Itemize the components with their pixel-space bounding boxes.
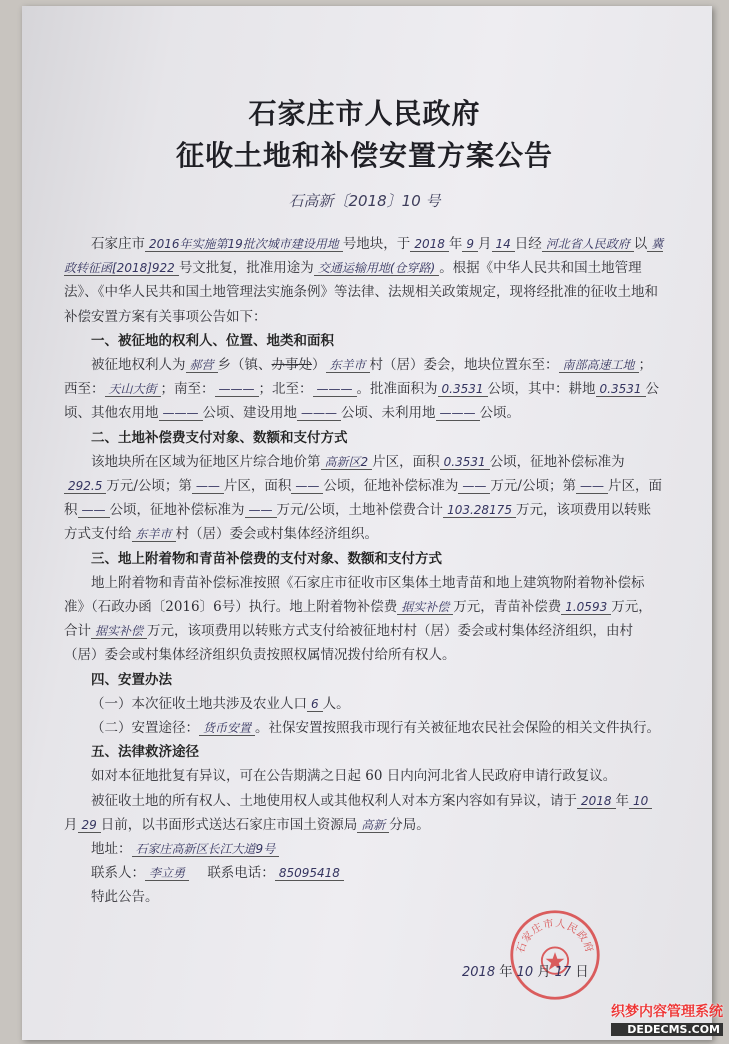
resettlement-way-field: 货币安置	[199, 721, 255, 736]
text: 万元/公顷；第	[106, 478, 192, 495]
deadline-day-field: 29	[78, 818, 101, 833]
attachment-fee-field: 据实补偿	[397, 600, 453, 615]
approval-year-field: 2018	[410, 237, 449, 252]
township-field: 郝营	[186, 358, 218, 373]
date-year: 2018	[462, 965, 496, 980]
text: 万元，该项费用以转账方式支付给	[64, 502, 651, 543]
text: 。根据《中华人民共和国土地管理法》、《中华人民共和国土地管理法实施条例》等法律、法规相关政策规定，现将经批准的征收土地和补偿安置方案有关事项公告如下：	[64, 260, 658, 325]
text: 片区，面积	[64, 478, 662, 519]
north-boundary-field: ———	[313, 382, 357, 397]
text: ；南至：	[160, 381, 215, 398]
land-use-field: 交通运输用地(仓穿路)	[314, 261, 439, 276]
section-5-line-1: 如对本征地批复有异议，可在公告期满之日起 60 日内向河北省人民政府申请行政复议。	[91, 768, 617, 785]
struck-text: 办事处	[271, 357, 313, 374]
other-agri-area-field: ———	[159, 406, 203, 421]
address-line	[64, 837, 664, 861]
zone-2-field: ——	[192, 479, 224, 494]
text: 号地块，于	[342, 236, 411, 252]
text: 月	[478, 236, 492, 252]
address-label: 地址：	[91, 841, 132, 858]
text: ；西至：	[64, 357, 653, 398]
text: 公顷、建设用地	[202, 405, 297, 422]
watermark-domain: DEDECMS.COM	[611, 1023, 723, 1036]
text: 号文批复，批准用途为	[178, 260, 314, 277]
text: 日	[575, 964, 589, 980]
text: 片区，面积	[372, 453, 440, 470]
deadline-year-field: 2018	[577, 794, 616, 809]
site-watermark	[611, 1001, 723, 1036]
approval-month-field: 9	[462, 237, 478, 252]
phone-field: 85095418	[275, 866, 344, 881]
text: 月	[64, 816, 78, 833]
text: （二）安置途径：	[91, 720, 199, 737]
section-1-heading: 一、被征地的权利人、位置、地类和面积	[91, 332, 334, 349]
population-field: 6	[307, 697, 323, 712]
text: 万元，该项费用以转账方式支付给被征地村村（居）委会或村集体经济组织，由村（居）委会或村集体经济组织负责按照权属情况拨付给所有权人。	[64, 623, 634, 664]
date-day: 17	[554, 965, 572, 980]
text: 。批准面积为	[356, 381, 438, 398]
notice-body	[64, 232, 664, 910]
watermark-title: 织梦内容管理系统	[611, 1004, 723, 1020]
east-boundary-field: 南部高速工地	[559, 358, 639, 373]
batch-field: 2016年实施第19批次城市建设用地	[145, 237, 343, 252]
text: 年	[499, 964, 513, 980]
intro-paragraph	[64, 232, 664, 329]
zone-2-standard-field: ——	[458, 479, 490, 494]
text: 村（居）委会或村集体经济组织。	[175, 526, 379, 543]
text: 石家庄市	[91, 236, 145, 252]
text: 公顷、其他农用地	[64, 381, 660, 422]
section-4-line-2	[64, 716, 664, 740]
address-field: 石家庄高新区长江大道9号	[132, 842, 280, 857]
zone-3-standard-field: ——	[245, 503, 277, 518]
construction-area-field: ———	[297, 406, 341, 421]
zone-field: 高新区2	[321, 455, 373, 470]
text: 公顷，征地补偿标准为	[323, 478, 459, 495]
text: 万元，合计	[64, 599, 652, 640]
text: 乡（镇、	[217, 357, 272, 374]
text: 公顷。	[479, 405, 520, 422]
contact-line	[64, 861, 664, 885]
phone-label: 联系电话：	[207, 865, 275, 882]
text: 分局。	[389, 816, 430, 833]
section-2-heading: 二、土地补偿费支付对象、数额和支付方式	[91, 429, 348, 446]
south-boundary-field: ———	[215, 382, 259, 397]
section-5-line-2	[64, 789, 664, 837]
text: 被征地权利人为	[91, 357, 186, 374]
official-seal	[508, 908, 602, 1002]
branch-field: 高新	[357, 818, 389, 833]
text: 。社保安置按照我市现行有关被征地农民社会保险的相关文件执行。	[255, 720, 661, 737]
text: 日经	[514, 236, 542, 252]
crop-fee-field: 1.0593	[561, 600, 611, 615]
cultivated-area-field: 0.3531	[596, 382, 646, 397]
text: 万元/公顷；第	[490, 478, 576, 495]
text: （一）本次征收土地共涉及农业人口	[91, 695, 307, 712]
text: 万元/公顷，土地补偿费合计	[276, 502, 444, 519]
text: 日前，以书面形式送达石家庄市国土资源局	[100, 816, 358, 833]
compensation-standard-field: 292.5	[64, 479, 106, 494]
text: ；北至：	[258, 381, 313, 398]
zone-3-area-field: ——	[78, 503, 110, 518]
section-4-line-1	[64, 692, 664, 716]
text: ）	[312, 357, 326, 374]
section-2-paragraph	[64, 450, 664, 547]
sum-fee-field: 据实补偿	[91, 624, 147, 639]
document-number: 石高新〔2018〕10 号	[288, 192, 441, 210]
section-5-heading: 五、法律救济途径	[91, 744, 199, 761]
svg-text:石家庄市人民政府: 石家庄市人民政府	[514, 917, 596, 955]
zone-area-field: 0.3531	[440, 455, 490, 470]
date-month: 10	[516, 965, 534, 980]
zone-3-field: ——	[576, 479, 608, 494]
text: 月	[537, 964, 551, 980]
deadline-month-field: 10	[629, 794, 652, 809]
village-field: 东羊市	[326, 358, 370, 373]
west-boundary-field: 天山大街	[105, 382, 161, 397]
text: 年	[448, 236, 463, 252]
text: 村（居）委会，地块位置东至：	[369, 357, 559, 374]
text: 公顷，征地补偿标准为	[109, 502, 245, 519]
title-line-1: 石家庄市人民政府	[248, 97, 481, 130]
text: 公顷，其中：耕地	[487, 381, 596, 398]
text: 以	[633, 236, 648, 252]
section-4-heading: 四、安置办法	[91, 671, 172, 688]
closing-line: 特此公告。	[91, 889, 159, 906]
approver-field: 河北省人民政府	[542, 237, 634, 252]
contact-label: 联系人：	[91, 865, 145, 882]
zone-2-area-field: ——	[291, 479, 323, 494]
section-1-paragraph	[64, 353, 664, 426]
text: 人。	[322, 695, 350, 712]
total-compensation-field: 103.28175	[443, 503, 516, 518]
signing-date	[458, 960, 589, 980]
approved-area-field: 0.3531	[438, 382, 488, 397]
text: 公顷、未利用地	[341, 405, 436, 422]
approval-day-field: 14	[492, 237, 515, 252]
unused-area-field: ———	[436, 406, 480, 421]
contact-field: 李立勇	[145, 866, 189, 881]
text: 该地块所在区域为征地区片综合地价第	[91, 453, 321, 470]
text: 年	[615, 792, 630, 809]
text: 万元，青苗补偿费	[453, 599, 562, 616]
section-3-paragraph	[64, 571, 664, 668]
text: 地上附着物和青苗补偿标准按照《石家庄市征收市区集体土地青苗和地上建筑物附着物补偿标准》（石政办函〔2016〕6号）执行。地上附着物补偿费	[64, 574, 645, 616]
payee-field: 东羊市	[132, 527, 176, 542]
text: 公顷，征地补偿标准为	[489, 453, 625, 470]
title-line-2: 征收土地和补偿安置方案公告	[175, 139, 553, 172]
text: 片区，面积	[223, 478, 292, 495]
text: 被征收土地的所有权人、土地使用权人或其他权利人对本方案内容如有异议，请于	[91, 792, 577, 809]
approval-number-field: 冀政转征函[2018]922	[64, 237, 664, 276]
section-3-heading: 三、地上附着物和青苗补偿费的支付对象、数额和支付方式	[91, 550, 442, 567]
